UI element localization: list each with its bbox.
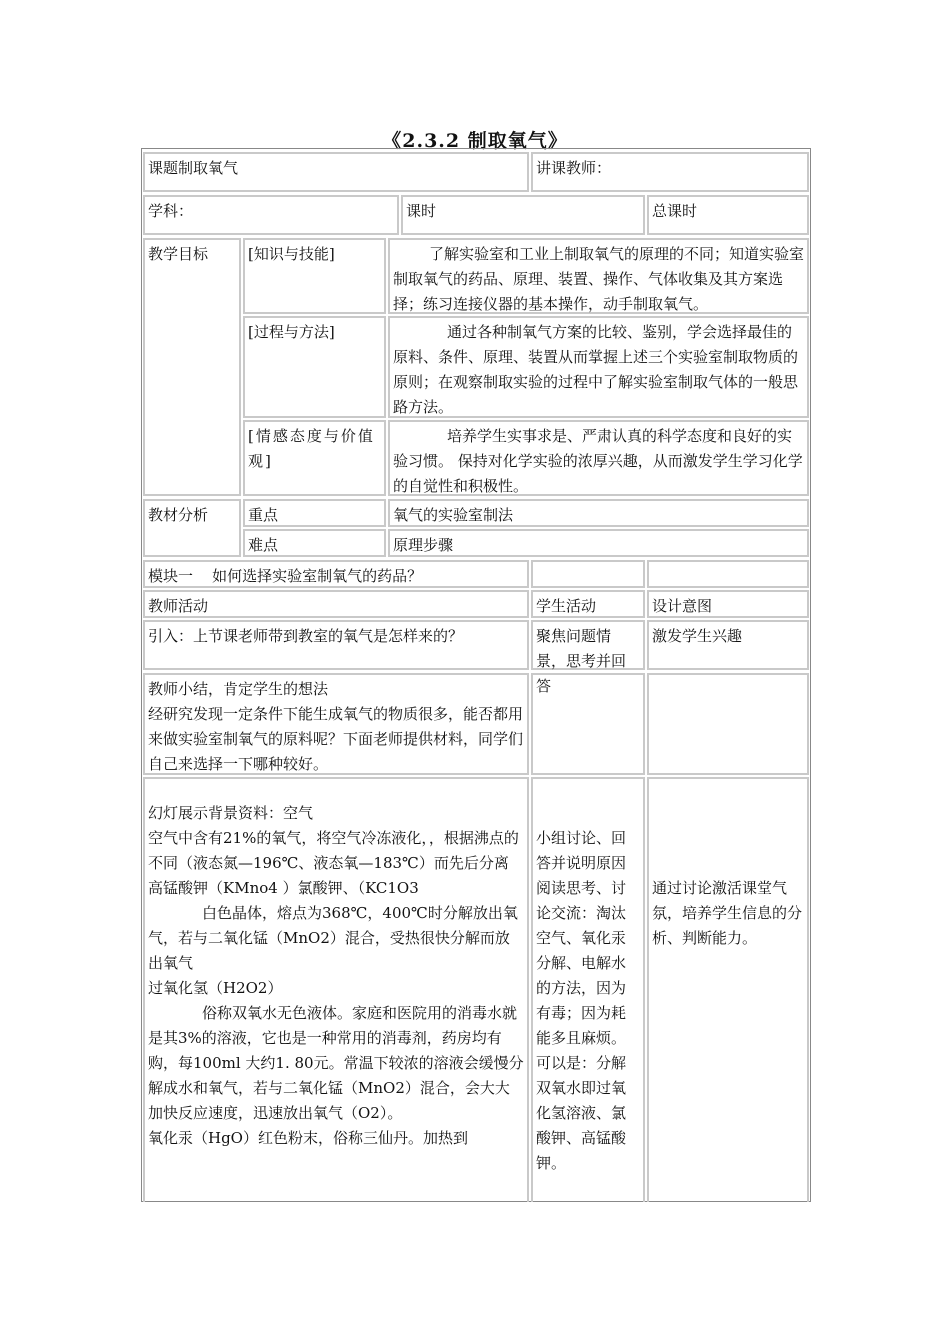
intro-teacher: 引入：上节课老师带到教室的氧气是怎样来的？ xyxy=(143,620,529,670)
analysis-label: 教材分析 xyxy=(143,499,241,557)
header-student: 学生活动 xyxy=(531,590,645,618)
header-teacher: 教师活动 xyxy=(143,590,529,618)
slides-heading: 幻灯展示背景资料：空气 xyxy=(148,804,314,822)
slides-design: 通过讨论激活课堂气氛，培养学生信息的分析、判断能力。 xyxy=(647,777,809,1202)
topic-cell: 课题制取氧气 xyxy=(143,152,529,192)
emotion-text xyxy=(388,420,809,496)
total-period-cell: 总课时 xyxy=(647,195,809,235)
process-paragraph: 通过各种制氧气方案的比较、鉴别，学会选择最佳的原料、条件、原理、装置从而掌握上述三个实验室制取物质的原则；在观察制取实验的过程中了解实验室制取气体的一般思路方法。 xyxy=(393,323,799,416)
slides-student: 小组讨论、回答并说明原因阅读思考、讨论交流：淘汰空气、氧化汞分解、电解水的方法，因为有毒；因为耗能多且麻烦。可以是：分解双氧水即过氧化氢溶液、氯酸钾、高锰酸钾。 xyxy=(531,777,645,1202)
emotion-label: [情感态度与价值观] xyxy=(243,420,386,496)
process-text xyxy=(388,316,809,418)
knowledge-label: [知识与技能] xyxy=(243,238,386,314)
difficulty-text: 原理步骤 xyxy=(388,529,809,557)
slides-teacher xyxy=(143,777,529,1202)
summary-design-empty xyxy=(647,673,809,775)
module-title: 模块一 如何选择实验室制氧气的药品？ xyxy=(143,560,529,588)
slides-h2o2: 过氧化氢（H2O2） xyxy=(148,979,283,997)
slides-hgo: 氧化汞（HgO）红色粉末，俗称三仙丹。加热到 xyxy=(148,1129,468,1147)
slides-h2o2-desc: 俗称双氧水无色液体。家庭和医院用的消毒水就是其3%的溶液，它也是一种常用的消毒剂，药房均有购，每100ml 大约1. 80元。常温下较浓的溶液会缓慢分解成水和氧气，若与二氧化锰（MnO2）混合，会大大加快反应速度，迅速放出氧气（O2）。 xyxy=(148,1004,524,1122)
key-text: 氧气的实验室制法 xyxy=(388,499,809,527)
module-empty-2 xyxy=(647,560,809,588)
document-title: 《2.3.2 制取氧气》 xyxy=(382,130,568,152)
subject-cell: 学科： xyxy=(143,195,399,235)
header-design: 设计意图 xyxy=(647,590,809,618)
summary-line-1: 教师小结，肯定学生的想法 xyxy=(148,680,329,698)
process-label: [过程与方法] xyxy=(243,316,386,418)
slides-kclo3: 白色晶体，熔点为368℃，400℃时分解放出氧气，若与二氧化锰（MnO2）混合，受热很快分解而放出氧气 xyxy=(148,904,518,972)
slides-kmno4: 高锰酸钾（KMno4 ）氯酸钾、（KC1O3 xyxy=(148,879,419,897)
intro-design: 激发学生兴趣 xyxy=(647,620,809,670)
knowledge-paragraph: 了解实验室和工业上制取氧气的原理的不同；知道实验室制取氧气的药品、原理、装置、操作、气体收集及其方案选择；练习连接仪器的基本操作，动手制取氧气。 xyxy=(393,245,805,313)
emotion-paragraph: 培养学生实事求是、严肃认真的科学态度和良好的实验习惯。 保持对化学实验的浓厚兴趣，从而激发学生学习化学的自觉性和积极性。 xyxy=(393,427,803,495)
difficulty-label: 难点 xyxy=(243,529,386,557)
summary-student-empty xyxy=(531,673,645,775)
teacher-cell: 讲课教师： xyxy=(531,152,809,192)
summary-line-2: 经研究发现一定条件下能生成氧气的物质很多，能否都用来做实验室制氧气的原料呢？下面老师提供材料，同学们自己来选择一下哪种较好。 xyxy=(148,705,524,773)
module-empty-1 xyxy=(531,560,645,588)
objectives-label: 教学目标 xyxy=(143,238,241,496)
knowledge-text xyxy=(388,238,809,314)
key-label: 重点 xyxy=(243,499,386,527)
intro-student: 聚焦问题情景，思考并回答 xyxy=(531,620,645,670)
summary-teacher xyxy=(143,673,529,775)
period-cell: 课时 xyxy=(401,195,645,235)
slides-air: 空气中含有21%的氧气，将空气冷冻液化，，根据沸点的不同（液态氮—196℃、液态氧—183℃）而先后分离 xyxy=(148,829,519,872)
